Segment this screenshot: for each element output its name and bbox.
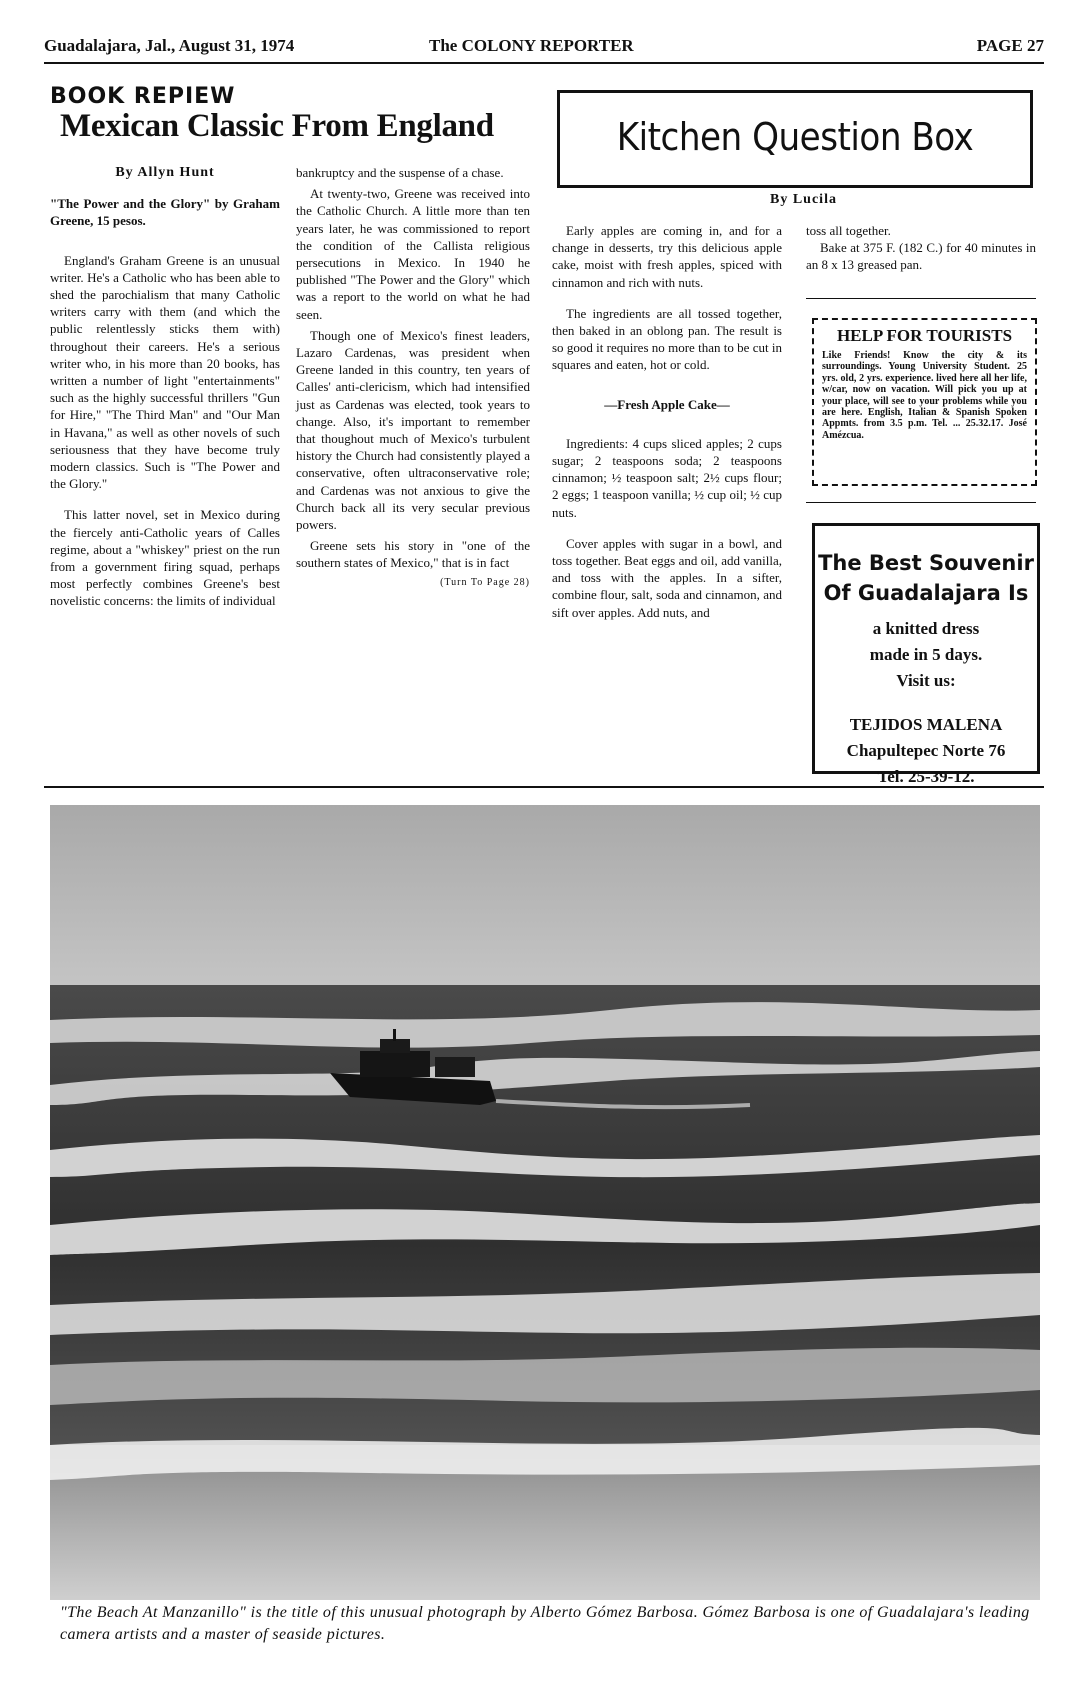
kitchen-paragraph: Bake at 375 F. (182 C.) for 40 minutes in an 8 x 13 greased pan. [806,240,1036,273]
kitchen-title-box [557,90,1033,188]
review-byline: By Allyn Hunt [115,165,215,180]
continued-notice: (Turn To Page 28) [440,576,530,588]
ad-phone: Tel. 25-39-12. [877,767,975,786]
review-paragraph: This latter novel, set in Mexico during the fiercely anti-Catholic years of Calles regime, about a "whiskey" priest on the run from a government firing squad, perhaps most perfectly combines Greene's best novelistic concerns: the limits of individual [50,507,280,609]
masthead [44,30,1044,64]
review-paragraph: England's Graham Greene is an unusual writer. He's a Catholic who has been able to shed the parochialism that many Catholic writers carry with them (and which the public relentlessly sticks them with) throughout their careers. He's a serious writer who, in his more than 20 books, has written a number of light "entertainments" such as the highly successful thrillers "Gun for Hire," "The Third Man" and "Our Man in Havana," as well as other novels of such seriousness that they have become truly modern classics. Such is "The Power and the Glory." [50,252,280,492]
review-paragraph: Though one of Mexico's finest leaders, Lazaro Cardenas, was president when Greene landed in this country, ten years of Calles' anti-clericism, which had intensified just as Cardenas was elected, took years to change. Also, it's important to remember that thoughout much of Mexico's turbulent history the Church had consistently played a conservative, often ultraconservative role; and Cardenas was not anxious to give the Church back all its very secular previous powers. [296,327,530,533]
kitchen-column-1 [552,222,782,635]
kitchen-paragraph: toss all together. [806,223,891,238]
review-paragraph: At twenty-two, Greene was received into the Catholic Church. A little more than ten years later, he was commissioned to report the condition of the Callista religious persecutions in Mexico. In 1940 he published "The Power and the Glory" which was a report to the world on what he had seen. [296,186,530,322]
ad-shop-name: TEJIDOS MALENA [849,715,1003,734]
review-book-info: "The Power and the Glory" by Graham Greene, 15 pesos. [50,196,280,229]
kitchen-byline: By Lucila [770,192,837,207]
help-body: Like Friends! Know the city & its surroundings. Young University Student. 25 yrs. old, 2 yrs. experience. lived here all her life, w/car, now on vacation. Will pick you up at your place, will see to your problems while you are here. English, Italian & Spanish Spoken Appmts. from 3.5 p.m. Tel. ... 25.32.17. José Amézcua. [822,350,1027,441]
masthead-page-number: PAGE 27 [976,36,1044,55]
help-for-tourists-ad [812,318,1037,486]
masthead-date: Guadalajara, Jal., August 31, 1974 [44,36,295,55]
ad-line: made in 5 days. [869,645,983,664]
kitchen-paragraph: Early apples are coming in, and for a change in desserts, try this delicious apple cake, moist with fresh apples, spiced with cinnamon and rich with nuts. [552,223,782,290]
column-rule [806,502,1036,503]
ad-address: Chapultepec Norte 76 [846,741,1006,760]
masthead-paper-name: The COLONY REPORTER [429,36,634,55]
review-column-1 [50,164,280,624]
kitchen-column-2 [806,222,1036,274]
help-title: HELP FOR TOURISTS [836,326,1013,345]
kitchen-title: Kitchen Question Box [616,115,974,159]
review-column-2 [296,164,530,591]
kitchen-paragraph: The ingredients are all tossed together, then baked in an oblong pan. The result is so good it requires no more than to be cut in squares and eaten, hot or cold. [552,305,782,373]
beach-photograph-image [50,805,1040,1600]
ad-headline-1: The Best Souvenir [818,551,1034,575]
ad-line: a knitted dress [872,619,980,638]
review-headline: Mexican Classic From England [60,108,494,144]
ad-headline-2: Of Guadalajara Is [823,581,1029,605]
kitchen-paragraph: Ingredients: 4 cups sliced apples; 2 cups sugar; 2 teaspoons soda; 2 teaspoons cinnamon; ½ teaspoon salt; 2½ cups flour; 2 eggs; 1 teaspoon vanilla; ½ cup oil; ½ cup nuts. [552,435,782,520]
kitchen-paragraph: Cover apples with sugar in a bowl, and toss together. Beat eggs and oil, add vanilla, and toss with the apples. In a sifter, combine flour, salt, soda and cinnamon, and sift over apples. Add nuts, and [552,535,782,620]
souvenir-ad [812,523,1040,786]
review-paragraph: Greene sets his story in "one of the southern states of Mexico," that is in fact [296,538,530,571]
review-kicker: BOOK REPIEW [50,84,236,109]
recipe-title: —Fresh Apple Cake— [604,396,730,412]
ad-line: Visit us: [896,671,956,690]
section-rule [44,786,1044,788]
review-paragraph: bankruptcy and the suspense of a chase. [296,165,504,180]
photo-caption: "The Beach At Manzanillo" is the title of this unusual photograph by Alberto Gómez Barbosa. Gómez Barbosa is one of Guadalajara's leading camera artists and a master of seaside pictures. [60,1604,1030,1643]
beach-photograph [50,805,1040,1600]
masthead-rule [44,62,1044,64]
column-rule [806,298,1036,299]
